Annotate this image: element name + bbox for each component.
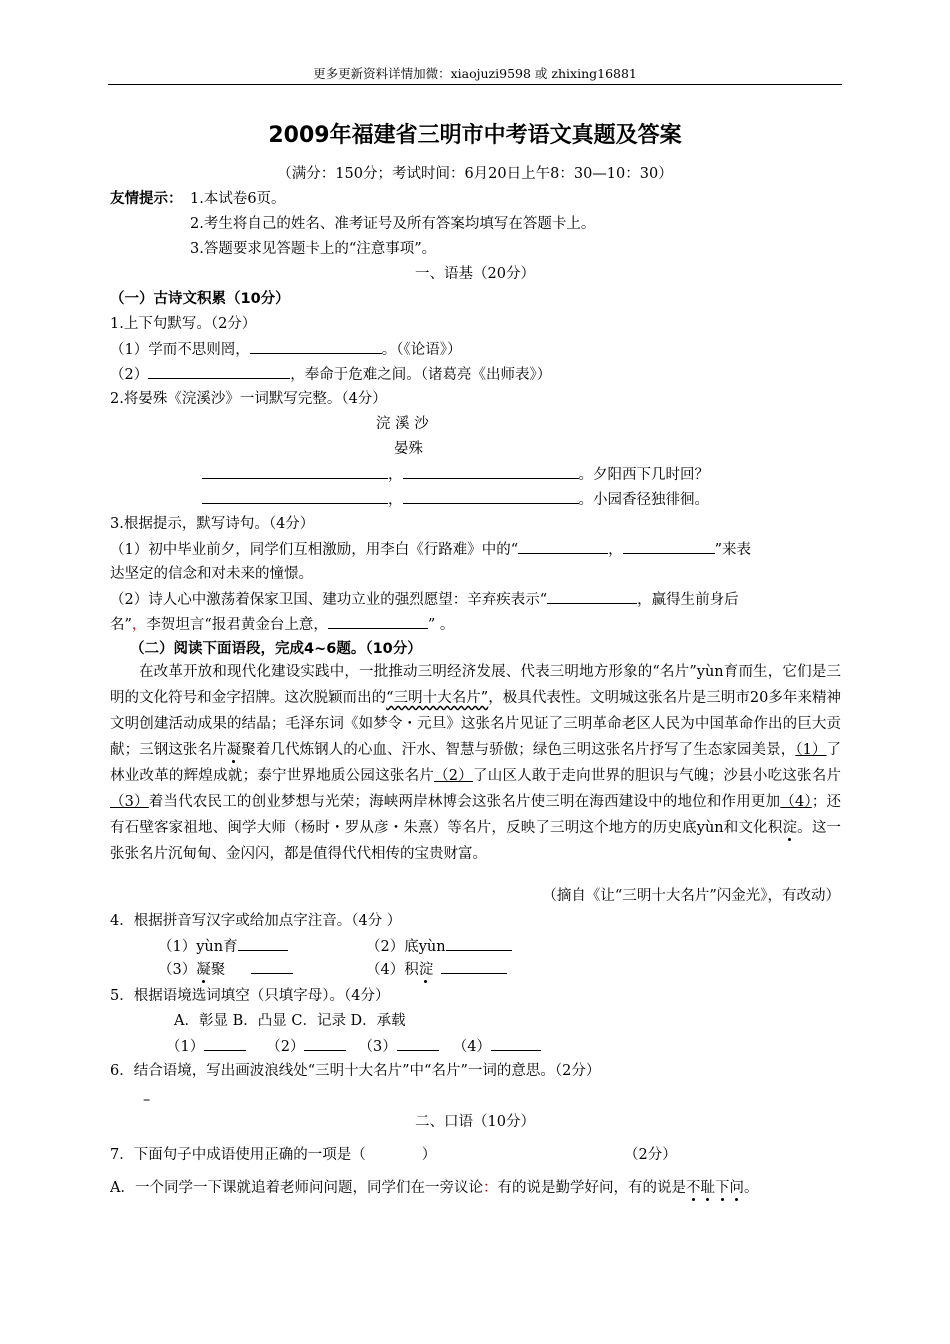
q1-stem: 1.上下句默写。（2分）	[110, 316, 257, 332]
answer-blank[interactable]	[518, 539, 608, 554]
answer-blank[interactable]	[204, 1036, 246, 1051]
tip-item: 3.答题要求见答题卡上的“注意事项”。	[190, 241, 437, 257]
reading-passage: 在改革开放和现代化建设实践中，一批推动三明经济发展、代表三明地方形象的“名片”yùn育而生，它们是三明的文化符号和金字招牌。这次脱颖而出的“三明十大名片”，极具代表性。文明城这张名片是三明市20多年来精神文明创建活动成果的结晶；毛泽东词《如梦令・元旦》这张名片见证了三明革命老区人民为中国革命作出的巨大贡献；三钢这张名片凝聚着几代炼钢人的心血、汗水、智慧与骄傲；绿色三明这张名片抒写了生态家园美景，（1）了林业改革的辉煌成就；泰宁世界地质公园这张名片（2）了山区人敢于走向世界的胆识与气魄；沙县小吃这张名片（3）着当代农民工的创业梦想与光荣；海峡两岸林博会这张名片使三明在海西建设中的地位和作用更加（4）；还有石壁客家祖地、闽学大师（杨时・罗从彦・朱熹）等名片，反映了三明这个地方的历史底yùn和文化积淀。这一张张名片沉甸甸、金闪闪，都是值得代代相传的宝贵财富。	[110, 664, 842, 862]
part1-heading: （一）古诗文积累（10分）	[110, 291, 290, 307]
answer-blank[interactable]	[403, 489, 579, 504]
answer-blank[interactable]	[250, 339, 382, 354]
answer-blank[interactable]	[202, 489, 388, 504]
poem-author: 晏殊	[394, 441, 423, 457]
q3-item-1-cont: 达坚定的信念和对未来的憧憬。	[110, 566, 313, 582]
passage-source: （摘自《让“三明十大名片”闪金光》，有改动）	[542, 888, 840, 904]
tips-label: 友情提示：	[110, 191, 183, 207]
answer-blank[interactable]	[148, 364, 290, 379]
q4-item-4: （4）积淀	[366, 959, 507, 980]
q4-item-1: （1）yùn育	[158, 936, 288, 957]
poem-line-1: ， 。夕阳西下几时回？	[202, 464, 709, 485]
q1-item-2: （2） ，奉命于危难之间。（诸葛亮《出师表》）	[110, 364, 551, 385]
q4-item-2: （2）底yùn	[366, 936, 512, 957]
answer-blank[interactable]	[202, 464, 388, 479]
header-rule	[108, 84, 842, 85]
q3-stem: 3.根据提示，默写诗句。（4分）	[110, 516, 315, 532]
answer-blank[interactable]	[491, 1036, 541, 1051]
poem-title: 浣 溪 沙	[376, 416, 429, 432]
answer-blank[interactable]	[441, 959, 507, 974]
q7-score: （2分）	[624, 1147, 677, 1163]
section2-heading: 二、口语（10分）	[415, 1114, 535, 1130]
q2-stem: 2.将晏殊《浣溪沙》一词默写完整。（4分）	[110, 391, 387, 407]
q3-item-2: （2）诗人心中激荡着保家卫国、建功立业的强烈愿望：辛弃疾表示“ ，赢得生前身后	[110, 589, 739, 610]
answer-blank[interactable]	[446, 936, 512, 951]
dotted-character: 问	[729, 1180, 744, 1196]
passage-blank: （3）	[110, 794, 149, 810]
dotted-character: 下	[714, 1180, 730, 1196]
q5-blanks: （1） （2） （3） （4）	[166, 1036, 541, 1057]
dotted-phrase	[686, 1180, 744, 1196]
answer-blank[interactable]	[623, 539, 715, 554]
q3-item-2-cont: 名”，李贺坦言“报君黄金台上意， ” 。	[110, 614, 454, 635]
page-title: 2009年福建省三明市中考语文真题及答案	[268, 123, 682, 148]
poem-line-2: ， 。小园香径独徘徊。	[202, 489, 709, 510]
wavy-underlined-phrase: “三明十大名片”	[386, 690, 489, 706]
q7-option-a: A．一个同学一下课就追着老师问问题，同学们在一旁议论：有的说是勤学好问，有的说是不耻下问。	[110, 1180, 759, 1196]
q7-stem: 7．下面句子中成语使用正确的一项是（ ）	[110, 1147, 437, 1163]
answer-blank[interactable]	[403, 464, 579, 479]
tip-item: 2.考生将自己的姓名、准考证号及所有答案均填写在答题卡上。	[190, 216, 596, 232]
dotted-character: 淀	[782, 820, 798, 836]
q5-options: A．彰显 B．凸显 C．记录 D．承载	[174, 1013, 406, 1029]
q5-stem: 5．根据语境选词填空（只填字母）。（4分）	[110, 988, 390, 1004]
q4-item-3: （3）凝聚	[158, 959, 293, 980]
answer-blank[interactable]	[547, 589, 637, 604]
q6-answer-dash: –	[143, 1092, 151, 1108]
exam-info: （满分：150分；考试时间：6月20日上午8：30—10：30）	[277, 166, 673, 182]
answer-blank[interactable]	[238, 936, 288, 951]
answer-blank[interactable]	[328, 614, 428, 629]
passage-blank: （4）	[780, 794, 812, 810]
answer-blank[interactable]	[304, 1036, 346, 1051]
q6-stem: 6．结合语境，写出画波浪线处“三明十大名片”中“名片”一词的意思。（2分）	[110, 1063, 601, 1079]
tip-item: 1.本试卷6页。	[190, 191, 286, 207]
q4-stem: 4．根据拼音写汉字或给加点字注音。（4分 ）	[110, 913, 402, 929]
dotted-character: 凝	[226, 742, 242, 758]
q3-item-1: （1）初中毕业前夕，同学们互相激励，用李白《行路难》中的“ ， ”来表	[110, 539, 751, 560]
section1-heading: 一、语基（20分）	[415, 266, 535, 282]
answer-blank[interactable]	[397, 1036, 439, 1051]
part2-heading: （二）阅读下面语段，完成4~6题。（10分）	[130, 641, 422, 657]
passage-blank: （2）	[434, 768, 473, 784]
dotted-character: 不	[685, 1180, 701, 1196]
page-header-text: 更多更新资料详情加微：xiaojuzi9598 或 zhixing16881	[313, 66, 637, 81]
q1-item-1: （1）学而不思则罔， 。（《论语》）	[110, 339, 461, 360]
dotted-character: 耻	[700, 1180, 715, 1196]
passage-blank: （1）	[795, 742, 827, 758]
answer-blank[interactable]	[251, 959, 293, 974]
